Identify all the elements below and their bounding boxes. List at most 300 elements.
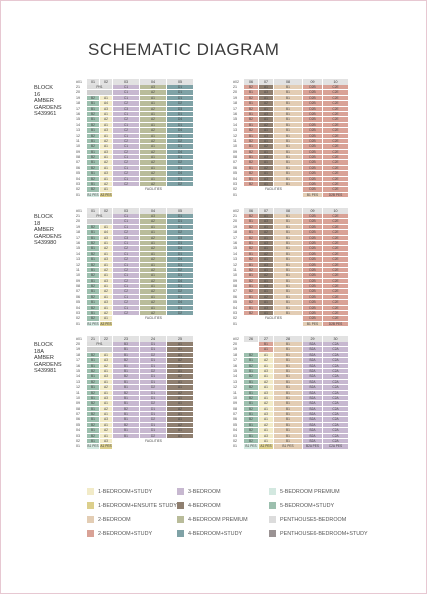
- unit-cell[interactable]: B1: [274, 134, 303, 139]
- unit-cell[interactable]: B1: [274, 144, 303, 149]
- unit-cell[interactable]: A1: [140, 101, 167, 106]
- unit-cell[interactable]: A2: [140, 90, 167, 95]
- unit-cell[interactable]: B1: [113, 434, 140, 439]
- unit-cell[interactable]: A3 PES: [100, 192, 112, 197]
- unit-cell[interactable]: PH1: [87, 214, 113, 219]
- unit-cell[interactable]: B2: [87, 316, 100, 321]
- unit-cell[interactable]: B2A: [303, 428, 323, 433]
- unit-cell[interactable]: A1: [167, 380, 194, 385]
- unit-cell[interactable]: A1: [100, 273, 113, 278]
- unit-cell[interactable]: B1: [244, 90, 259, 95]
- unit-cell[interactable]: B2: [244, 171, 259, 176]
- unit-cell[interactable]: A3: [259, 306, 274, 311]
- unit-cell[interactable]: A3: [259, 412, 274, 417]
- unit-cell[interactable]: C2A: [323, 347, 349, 352]
- unit-cell[interactable]: A2: [140, 160, 167, 165]
- unit-cell[interactable]: D1: [167, 295, 194, 300]
- unit-cell[interactable]: A1: [100, 401, 113, 406]
- unit-cell[interactable]: D1: [140, 412, 167, 417]
- unit-cell[interactable]: C2: [113, 289, 140, 294]
- unit-cell[interactable]: D1: [167, 263, 194, 268]
- unit-cell[interactable]: B2: [244, 268, 259, 273]
- unit-cell[interactable]: C2: [113, 311, 140, 316]
- unit-cell[interactable]: A1: [100, 166, 113, 171]
- unit-cell[interactable]: A2: [100, 407, 113, 412]
- unit-cell[interactable]: A2: [100, 289, 113, 294]
- unit-cell[interactable]: B1: [87, 160, 100, 165]
- unit-cell[interactable]: C2E: [323, 263, 349, 268]
- unit-cell[interactable]: A3: [100, 396, 113, 401]
- unit-cell[interactable]: B1: [274, 396, 303, 401]
- unit-cell[interactable]: A1: [140, 155, 167, 160]
- unit-cell[interactable]: B1: [274, 347, 303, 352]
- unit-cell[interactable]: A2: [100, 246, 113, 251]
- unit-cell[interactable]: C2E: [323, 268, 349, 273]
- unit-cell[interactable]: B2A: [303, 347, 323, 352]
- unit-cell[interactable]: B1: [274, 90, 303, 95]
- unit-cell[interactable]: [349, 193, 350, 198]
- unit-cell[interactable]: A2: [167, 391, 194, 396]
- unit-cell[interactable]: B1: [87, 171, 100, 176]
- unit-cell[interactable]: A2: [140, 257, 167, 262]
- unit-cell[interactable]: D2B: [303, 155, 323, 160]
- unit-cell[interactable]: A1: [100, 284, 113, 289]
- unit-cell[interactable]: D2B: [303, 117, 323, 122]
- unit-cell[interactable]: B2A: [303, 342, 323, 347]
- unit-cell[interactable]: C2E: [323, 279, 349, 284]
- unit-cell[interactable]: B1: [274, 380, 303, 385]
- unit-cell[interactable]: A3: [100, 300, 113, 305]
- unit-cell[interactable]: C2E: [323, 187, 349, 192]
- unit-cell[interactable]: C2E: [323, 257, 349, 262]
- unit-cell[interactable]: B1: [274, 123, 303, 128]
- unit-cell[interactable]: C1: [113, 112, 140, 117]
- unit-cell[interactable]: C1: [113, 85, 140, 90]
- unit-cell[interactable]: B2: [244, 374, 259, 379]
- unit-cell[interactable]: D2B: [303, 246, 323, 251]
- unit-cell[interactable]: B2: [244, 139, 259, 144]
- unit-cell[interactable]: C2E: [323, 160, 349, 165]
- unit-cell[interactable]: B1: [259, 342, 274, 347]
- unit-cell[interactable]: B1: [274, 85, 303, 90]
- unit-cell[interactable]: B1: [87, 107, 100, 112]
- unit-cell[interactable]: D2: [140, 401, 167, 406]
- unit-cell[interactable]: D1: [140, 407, 167, 412]
- unit-cell[interactable]: A2: [167, 407, 194, 412]
- unit-cell[interactable]: B1: [274, 273, 303, 278]
- unit-cell[interactable]: A1: [100, 112, 113, 117]
- unit-cell[interactable]: B1: [244, 434, 259, 439]
- unit-cell[interactable]: B1: [87, 428, 100, 433]
- unit-cell[interactable]: A3: [259, 112, 274, 117]
- unit-cell[interactable]: D1: [167, 241, 194, 246]
- unit-cell[interactable]: A1 PES: [259, 444, 274, 449]
- unit-cell[interactable]: D2B: [303, 236, 323, 241]
- unit-cell[interactable]: A1: [259, 417, 274, 422]
- unit-cell[interactable]: B2A: [303, 391, 323, 396]
- unit-cell[interactable]: B1: [274, 219, 303, 224]
- unit-cell[interactable]: B1: [87, 407, 100, 412]
- unit-cell[interactable]: B2: [244, 396, 259, 401]
- unit-cell[interactable]: C1: [113, 177, 140, 182]
- unit-cell[interactable]: B2: [87, 144, 100, 149]
- unit-cell[interactable]: C2E: [323, 96, 349, 101]
- unit-cell[interactable]: C1: [113, 284, 140, 289]
- unit-cell[interactable]: B1: [274, 391, 303, 396]
- unit-cell[interactable]: B2A: [303, 369, 323, 374]
- unit-cell[interactable]: B2: [244, 182, 259, 187]
- unit-cell[interactable]: D1: [167, 177, 194, 182]
- unit-cell[interactable]: D2B: [303, 257, 323, 262]
- unit-cell[interactable]: B2: [113, 374, 140, 379]
- unit-cell[interactable]: A1: [259, 257, 274, 262]
- unit-cell[interactable]: B1: [87, 364, 100, 369]
- unit-cell[interactable]: C2A: [323, 391, 349, 396]
- unit-cell[interactable]: D2B: [303, 134, 323, 139]
- unit-cell[interactable]: C2: [113, 279, 140, 284]
- unit-cell[interactable]: C2: [113, 230, 140, 235]
- unit-cell[interactable]: A3: [140, 85, 167, 90]
- unit-cell[interactable]: C2A: [323, 380, 349, 385]
- unit-cell[interactable]: A3: [140, 214, 167, 219]
- unit-cell[interactable]: D4: [167, 150, 194, 155]
- unit-cell[interactable]: A3: [100, 236, 113, 241]
- unit-cell[interactable]: B2: [87, 401, 100, 406]
- unit-cell[interactable]: B2A: [303, 380, 323, 385]
- unit-cell[interactable]: B1: [87, 236, 100, 241]
- unit-cell[interactable]: B2: [113, 358, 140, 363]
- unit-cell[interactable]: C2A: [323, 396, 349, 401]
- unit-cell[interactable]: B1: [244, 273, 259, 278]
- unit-cell[interactable]: B2: [244, 300, 259, 305]
- unit-cell[interactable]: B1: [113, 353, 140, 358]
- unit-cell[interactable]: A2: [259, 144, 274, 149]
- unit-cell[interactable]: A2: [140, 182, 167, 187]
- unit-cell[interactable]: B1: [274, 423, 303, 428]
- unit-cell[interactable]: D2B: [303, 284, 323, 289]
- unit-cell[interactable]: D2: [140, 385, 167, 390]
- unit-cell[interactable]: C2E: [323, 311, 349, 316]
- unit-cell[interactable]: D1: [167, 123, 194, 128]
- unit-cell[interactable]: B1 PES: [87, 321, 99, 326]
- unit-cell[interactable]: A1: [259, 107, 274, 112]
- unit-cell[interactable]: A3: [100, 257, 113, 262]
- unit-cell[interactable]: A1: [167, 364, 194, 369]
- unit-cell[interactable]: A1: [259, 182, 274, 187]
- unit-cell[interactable]: C2E: [323, 300, 349, 305]
- unit-cell[interactable]: C1: [113, 134, 140, 139]
- unit-cell[interactable]: A1: [140, 273, 167, 278]
- unit-cell[interactable]: C1: [113, 144, 140, 149]
- unit-cell[interactable]: A1: [259, 171, 274, 176]
- unit-cell[interactable]: D2B: [303, 214, 323, 219]
- unit-cell[interactable]: A1: [100, 177, 113, 182]
- unit-cell[interactable]: D2B: [303, 273, 323, 278]
- unit-cell[interactable]: A1: [167, 396, 194, 401]
- unit-cell[interactable]: B1: [274, 236, 303, 241]
- unit-cell[interactable]: B1: [274, 353, 303, 358]
- unit-cell[interactable]: A2: [140, 128, 167, 133]
- unit-cell[interactable]: A2: [140, 289, 167, 294]
- unit-cell[interactable]: D2: [167, 230, 194, 235]
- unit-cell[interactable]: C2: [113, 171, 140, 176]
- unit-cell[interactable]: B1: [274, 128, 303, 133]
- unit-cell[interactable]: C2E: [323, 150, 349, 155]
- unit-cell[interactable]: B2: [87, 96, 100, 101]
- unit-cell[interactable]: D2B PES: [323, 322, 349, 327]
- unit-cell[interactable]: B2: [244, 257, 259, 262]
- unit-cell[interactable]: B1: [87, 101, 100, 106]
- unit-cell[interactable]: D1: [140, 391, 167, 396]
- unit-cell[interactable]: B1: [244, 241, 259, 246]
- unit-cell[interactable]: B1: [274, 358, 303, 363]
- unit-cell[interactable]: A2: [100, 160, 113, 165]
- unit-cell[interactable]: D2B: [303, 241, 323, 246]
- unit-cell[interactable]: B2: [244, 439, 259, 444]
- unit-cell[interactable]: D2B: [303, 306, 323, 311]
- unit-cell[interactable]: A2: [140, 139, 167, 144]
- unit-cell[interactable]: A1: [259, 85, 274, 90]
- unit-cell[interactable]: C2E: [323, 101, 349, 106]
- unit-cell[interactable]: D2B: [303, 90, 323, 95]
- unit-cell[interactable]: B1: [274, 160, 303, 165]
- unit-cell[interactable]: D2: [140, 369, 167, 374]
- unit-cell[interactable]: A1: [259, 246, 274, 251]
- unit-cell[interactable]: B2: [87, 123, 100, 128]
- unit-cell[interactable]: B1: [244, 391, 259, 396]
- unit-cell[interactable]: C2: [113, 117, 140, 122]
- unit-cell[interactable]: A2: [140, 300, 167, 305]
- unit-cell[interactable]: D2B: [303, 187, 323, 192]
- unit-cell[interactable]: B2: [244, 128, 259, 133]
- unit-cell[interactable]: A1: [100, 353, 113, 358]
- unit-cell[interactable]: A2: [259, 230, 274, 235]
- unit-cell[interactable]: B2: [87, 353, 100, 358]
- unit-cell[interactable]: B2: [244, 417, 259, 422]
- unit-cell[interactable]: D4: [167, 246, 194, 251]
- unit-cell[interactable]: A1: [259, 236, 274, 241]
- unit-cell[interactable]: C2: [113, 160, 140, 165]
- unit-cell[interactable]: C2E: [323, 117, 349, 122]
- unit-cell[interactable]: A1: [259, 439, 274, 444]
- unit-cell[interactable]: C2A: [323, 428, 349, 433]
- unit-cell[interactable]: D1: [167, 144, 194, 149]
- unit-cell[interactable]: B2: [87, 187, 100, 192]
- unit-cell[interactable]: B1: [113, 347, 140, 352]
- unit-cell[interactable]: B1: [274, 369, 303, 374]
- unit-cell[interactable]: B2: [87, 380, 100, 385]
- unit-cell[interactable]: D2B: [303, 252, 323, 257]
- unit-cell[interactable]: A1: [259, 407, 274, 412]
- unit-cell[interactable]: C1: [113, 252, 140, 257]
- unit-cell[interactable]: D2: [140, 434, 167, 439]
- unit-cell[interactable]: A1: [259, 428, 274, 433]
- unit-cell[interactable]: D2B: [303, 150, 323, 155]
- unit-cell[interactable]: A1: [259, 300, 274, 305]
- unit-cell[interactable]: A2: [100, 182, 113, 187]
- unit-cell[interactable]: B1: [113, 396, 140, 401]
- unit-cell[interactable]: D2: [167, 289, 194, 294]
- unit-cell[interactable]: D2B: [303, 311, 323, 316]
- unit-cell[interactable]: D2B: [303, 225, 323, 230]
- unit-cell[interactable]: B1: [274, 263, 303, 268]
- unit-cell[interactable]: D1: [140, 374, 167, 379]
- unit-cell[interactable]: B2: [244, 407, 259, 412]
- unit-cell[interactable]: B1: [87, 289, 100, 294]
- unit-cell[interactable]: B1: [274, 225, 303, 230]
- unit-cell[interactable]: D2B PES: [323, 193, 349, 198]
- unit-cell[interactable]: B1: [274, 342, 303, 347]
- unit-cell[interactable]: A2: [100, 268, 113, 273]
- unit-cell[interactable]: C2E: [323, 289, 349, 294]
- unit-cell[interactable]: A1: [259, 289, 274, 294]
- unit-cell[interactable]: B1: [87, 385, 100, 390]
- unit-cell[interactable]: B1: [244, 369, 259, 374]
- unit-cell[interactable]: C2: [113, 300, 140, 305]
- unit-cell[interactable]: C2E: [323, 306, 349, 311]
- unit-cell[interactable]: A1: [167, 417, 194, 422]
- unit-cell[interactable]: B1: [274, 279, 303, 284]
- unit-cell[interactable]: A2: [140, 246, 167, 251]
- unit-cell[interactable]: B1: [274, 257, 303, 262]
- unit-cell[interactable]: C1: [113, 306, 140, 311]
- unit-cell[interactable]: B1: [113, 417, 140, 422]
- unit-cell[interactable]: C2E: [323, 112, 349, 117]
- unit-cell[interactable]: A1: [100, 306, 113, 311]
- unit-cell[interactable]: A2: [259, 123, 274, 128]
- unit-cell[interactable]: C3: [113, 107, 140, 112]
- unit-cell[interactable]: C1: [113, 96, 140, 101]
- unit-cell[interactable]: B1: [274, 412, 303, 417]
- unit-cell[interactable]: C2A: [323, 434, 349, 439]
- unit-cell[interactable]: A2: [259, 252, 274, 257]
- unit-cell[interactable]: B1: [87, 417, 100, 422]
- unit-cell[interactable]: A2: [259, 401, 274, 406]
- unit-cell[interactable]: B1: [87, 300, 100, 305]
- unit-cell[interactable]: A3: [259, 90, 274, 95]
- unit-cell[interactable]: A1: [140, 284, 167, 289]
- unit-cell[interactable]: D2: [167, 101, 194, 106]
- unit-cell[interactable]: B2: [244, 225, 259, 230]
- unit-cell[interactable]: C2A: [323, 423, 349, 428]
- unit-cell[interactable]: B1: [87, 358, 100, 363]
- unit-cell[interactable]: B1 PES: [303, 193, 323, 198]
- unit-cell[interactable]: D2B: [303, 279, 323, 284]
- unit-cell[interactable]: C2A: [323, 417, 349, 422]
- unit-cell[interactable]: C2E: [323, 273, 349, 278]
- unit-cell[interactable]: B1: [244, 401, 259, 406]
- unit-cell[interactable]: A1: [100, 144, 113, 149]
- unit-cell[interactable]: A1: [100, 295, 113, 300]
- unit-cell[interactable]: B1: [87, 268, 100, 273]
- unit-cell[interactable]: C2E: [323, 316, 349, 321]
- unit-cell[interactable]: B1: [274, 150, 303, 155]
- unit-cell[interactable]: A1: [259, 279, 274, 284]
- unit-cell[interactable]: D2: [140, 417, 167, 422]
- unit-cell[interactable]: D1: [167, 252, 194, 257]
- unit-cell[interactable]: A2: [167, 423, 194, 428]
- unit-cell[interactable]: A1: [100, 134, 113, 139]
- unit-cell[interactable]: D2B: [303, 144, 323, 149]
- unit-cell[interactable]: B2: [87, 273, 100, 278]
- unit-cell[interactable]: D4: [167, 128, 194, 133]
- unit-cell[interactable]: D2B: [303, 123, 323, 128]
- unit-cell[interactable]: B1: [87, 230, 100, 235]
- unit-cell[interactable]: B2: [87, 391, 100, 396]
- unit-cell[interactable]: A1: [100, 123, 113, 128]
- unit-cell[interactable]: B1: [113, 401, 140, 406]
- unit-cell[interactable]: A1: [100, 423, 113, 428]
- unit-cell[interactable]: B1 PES: [244, 444, 259, 449]
- unit-cell[interactable]: B1: [244, 101, 259, 106]
- unit-cell[interactable]: D2B: [303, 139, 323, 144]
- unit-cell[interactable]: B2A PES: [303, 444, 323, 449]
- unit-cell[interactable]: B1: [87, 374, 100, 379]
- unit-cell[interactable]: B1: [274, 289, 303, 294]
- unit-cell[interactable]: B1: [87, 279, 100, 284]
- unit-cell[interactable]: D2B: [303, 101, 323, 106]
- unit-cell[interactable]: D2B: [303, 128, 323, 133]
- unit-cell[interactable]: A1: [100, 434, 113, 439]
- unit-cell[interactable]: A2: [259, 358, 274, 363]
- unit-cell[interactable]: B2A: [303, 423, 323, 428]
- unit-cell[interactable]: D1: [167, 155, 194, 160]
- unit-cell[interactable]: D3: [167, 107, 194, 112]
- unit-cell[interactable]: C2E: [323, 155, 349, 160]
- unit-cell[interactable]: B1: [87, 439, 100, 444]
- unit-cell[interactable]: A2: [140, 107, 167, 112]
- unit-cell[interactable]: B1: [87, 128, 100, 133]
- unit-cell[interactable]: C2E: [323, 107, 349, 112]
- unit-cell[interactable]: C2E: [323, 171, 349, 176]
- unit-cell[interactable]: C2E: [323, 128, 349, 133]
- unit-cell[interactable]: C2: [113, 101, 140, 106]
- unit-cell[interactable]: C1: [113, 219, 140, 224]
- unit-cell[interactable]: C2E: [323, 225, 349, 230]
- unit-cell[interactable]: C2E: [323, 246, 349, 251]
- unit-cell[interactable]: B1: [274, 407, 303, 412]
- unit-cell[interactable]: A1: [140, 241, 167, 246]
- unit-cell[interactable]: B1: [244, 230, 259, 235]
- unit-cell[interactable]: A1: [167, 347, 194, 352]
- unit-cell[interactable]: C1: [113, 166, 140, 171]
- unit-cell[interactable]: A3: [259, 391, 274, 396]
- unit-cell[interactable]: D1: [167, 134, 194, 139]
- unit-cell[interactable]: B1: [244, 177, 259, 182]
- unit-cell[interactable]: B2A: [303, 434, 323, 439]
- unit-cell[interactable]: B1: [113, 364, 140, 369]
- unit-cell[interactable]: C2E: [323, 177, 349, 182]
- unit-cell[interactable]: A2: [259, 423, 274, 428]
- unit-cell[interactable]: B2A: [303, 407, 323, 412]
- unit-cell[interactable]: B2: [87, 134, 100, 139]
- unit-cell[interactable]: A2: [259, 295, 274, 300]
- unit-cell[interactable]: B2: [244, 353, 259, 358]
- unit-cell[interactable]: B2A: [303, 353, 323, 358]
- unit-cell[interactable]: A3: [100, 150, 113, 155]
- unit-cell[interactable]: B1: [87, 396, 100, 401]
- unit-cell[interactable]: B1: [274, 96, 303, 101]
- unit-cell[interactable]: D2B: [303, 112, 323, 117]
- unit-cell[interactable]: B2: [87, 166, 100, 171]
- unit-cell[interactable]: A1: [167, 434, 194, 439]
- unit-cell[interactable]: A2: [100, 364, 113, 369]
- unit-cell[interactable]: B1: [274, 364, 303, 369]
- unit-cell[interactable]: A3: [259, 155, 274, 160]
- unit-cell[interactable]: B2: [244, 311, 259, 316]
- unit-cell[interactable]: C2E: [323, 236, 349, 241]
- unit-cell[interactable]: C2E: [323, 252, 349, 257]
